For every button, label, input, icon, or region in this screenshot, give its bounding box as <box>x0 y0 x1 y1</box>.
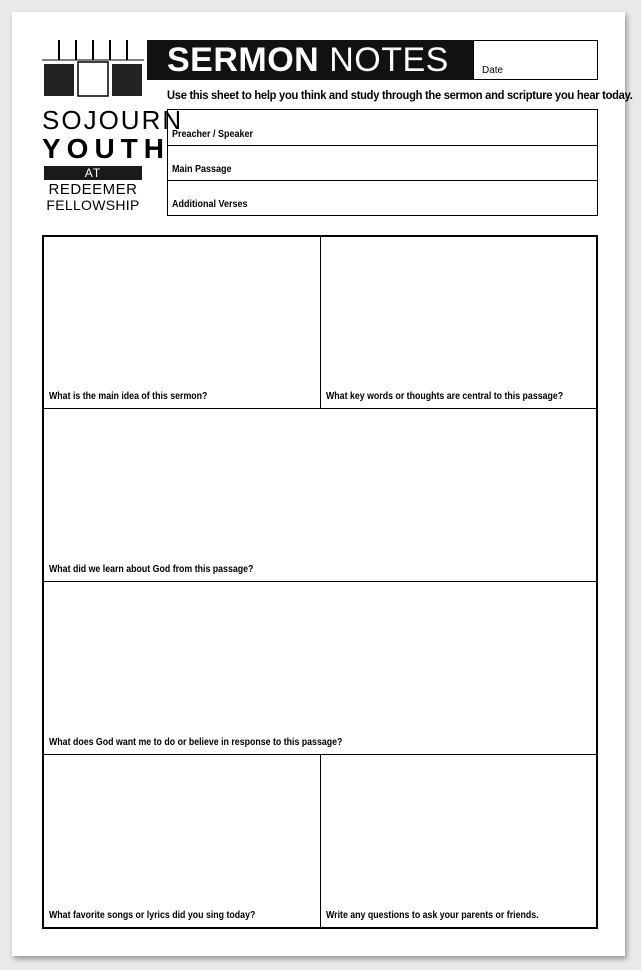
logo-sojourn: SOJOURN <box>42 105 184 135</box>
logo-blocks-icon <box>42 40 144 98</box>
notes-grid <box>42 235 598 929</box>
key-words-question: What key words or thoughts are central to this passage? <box>326 391 564 402</box>
main-idea-box[interactable] <box>43 236 321 409</box>
page-title-notes: NOTES <box>329 40 449 79</box>
response-box[interactable] <box>43 581 597 755</box>
sermon-info-table <box>167 109 598 216</box>
learn-about-god-question: What did we learn about God from this passage? <box>49 564 254 575</box>
main-passage-field[interactable] <box>168 145 597 181</box>
page-title-sermon: SERMON <box>167 40 320 79</box>
instructions-text: Use this sheet to help you think and study through the sermon and scripture you hear today. <box>167 88 633 102</box>
response-question: What does God want me to do or believe in response to this passage? <box>49 737 343 748</box>
learn-about-god-box[interactable] <box>43 408 597 582</box>
logo-at: AT <box>44 166 142 180</box>
logo-youth: YOUTH <box>42 133 170 164</box>
main-passage-label: Main Passage <box>172 164 232 175</box>
logo-redeemer: REDEEMER <box>48 181 138 198</box>
additional-verses-label: Additional Verses <box>172 199 248 210</box>
preacher-field[interactable] <box>168 110 597 146</box>
key-words-box[interactable] <box>320 236 597 409</box>
questions-box[interactable] <box>320 754 597 928</box>
main-idea-question: What is the main idea of this sermon? <box>49 391 208 402</box>
page-title-bar <box>147 40 473 80</box>
songs-box[interactable] <box>43 754 321 928</box>
date-label: Date <box>482 65 504 76</box>
logo-fellowship: FELLOWSHIP <box>46 197 140 213</box>
preacher-label: Preacher / Speaker <box>172 129 254 140</box>
songs-question: What favorite songs or lyrics did you sing today? <box>49 910 256 921</box>
logo-wordmark <box>42 105 184 213</box>
date-field[interactable] <box>473 40 598 80</box>
additional-verses-field[interactable] <box>168 180 597 215</box>
questions-question: Write any questions to ask your parents or friends. <box>326 910 539 921</box>
